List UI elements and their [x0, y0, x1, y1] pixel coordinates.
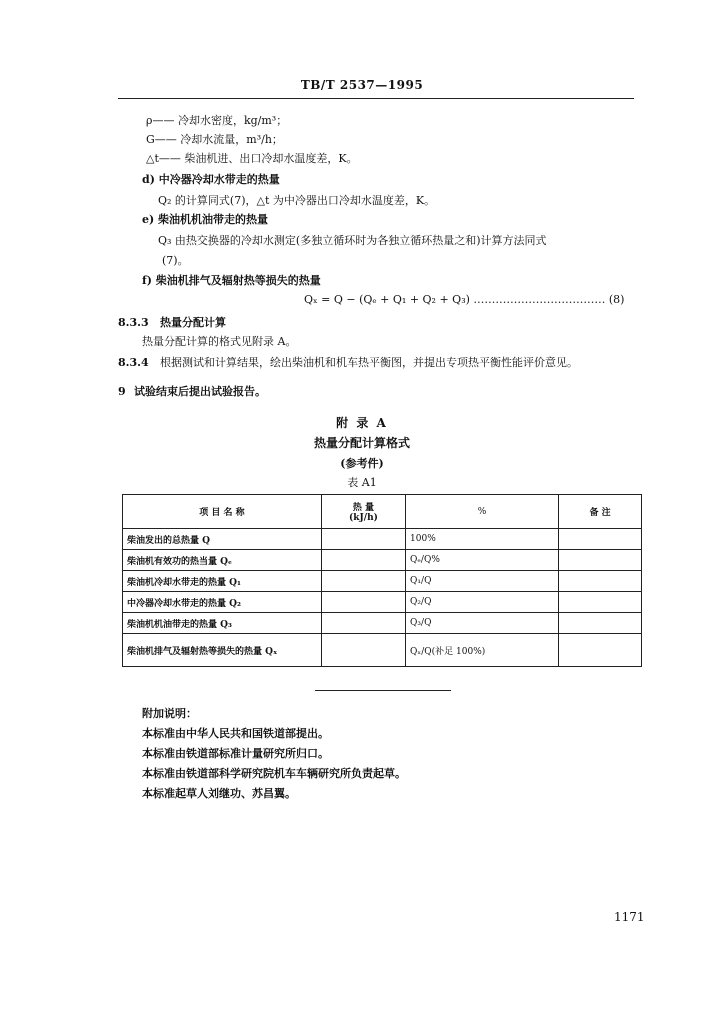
- section-833-title: 热量分配计算: [160, 316, 226, 329]
- formula-8: Qₓ = Q − (Qₑ + Q₁ + Q₂ + Q₃) ……………………………… (8): [304, 293, 625, 306]
- table-row: [123, 613, 642, 634]
- row-remark: [559, 550, 642, 571]
- table-header-row: [123, 495, 642, 529]
- table-row: [123, 550, 642, 571]
- notes-title: 附加说明：: [142, 707, 197, 720]
- row-name: 柴油机机油带走的热量 Q₃: [123, 613, 322, 634]
- row-remark: [559, 529, 642, 550]
- item-d-text: Q₂ 的计算同式(7)，△t 为中冷器出口冷却水温度差，K。: [158, 194, 436, 207]
- table-row: [123, 634, 642, 667]
- item-e-title: e) 柴油机机油带走的热量: [142, 213, 269, 226]
- row-remark: [559, 592, 642, 613]
- row-percent: Qₑ/Q%: [406, 550, 559, 571]
- item-d-title: d) 中冷器冷却水带走的热量: [142, 173, 280, 186]
- section-divider: [315, 690, 451, 691]
- appendix-subtitle: 热量分配计算格式: [313, 436, 410, 450]
- row-remark: [559, 571, 642, 592]
- section-9-text: 试验结束后提出试验报告。: [134, 385, 266, 398]
- col-percent-header: %: [406, 495, 559, 529]
- table-row: [123, 571, 642, 592]
- row-percent: Qₓ/Q(补足 100%): [406, 634, 559, 667]
- page-number: 1171: [614, 910, 645, 924]
- col-item-header: 项 目 名 称: [123, 495, 322, 529]
- row-name: 柴油机冷却水带走的热量 Q₁: [123, 571, 322, 592]
- row-percent: Q₁/Q: [406, 571, 559, 592]
- row-heat: [321, 571, 405, 592]
- row-heat: [321, 613, 405, 634]
- appendix-title: 附 录 A: [336, 416, 388, 430]
- item-e-text-2: (7)。: [162, 254, 189, 267]
- row-name: 中冷器冷却水带走的热量 Q₂: [123, 592, 322, 613]
- item-f-title: f) 柴油机排气及辐射热等损失的热量: [142, 274, 321, 287]
- section-9-number: 9: [118, 385, 126, 398]
- section-833-number: 8.3.3: [118, 316, 149, 329]
- row-heat: [321, 592, 405, 613]
- table-row: [123, 592, 642, 613]
- col-remark-header: 备 注: [559, 495, 642, 529]
- row-percent: Q₂/Q: [406, 592, 559, 613]
- notes-line-3: 本标准由铁道部科学研究院机车车辆研究所负责起草。: [142, 767, 406, 780]
- def-rho: ρ—— 冷却水密度，kg/m³；: [146, 114, 288, 127]
- heat-distribution-table: [122, 494, 642, 667]
- row-percent: 100%: [406, 529, 559, 550]
- table-row: [123, 529, 642, 550]
- col-heat-header-line1: 热 量: [352, 503, 375, 513]
- appendix-note: (参考件): [340, 457, 384, 470]
- notes-line-1: 本标准由中华人民共和国铁道部提出。: [142, 727, 329, 740]
- section-833-text: 热量分配计算的格式见附录 A。: [142, 335, 297, 348]
- row-name: 柴油发出的总热量 Q: [123, 529, 322, 550]
- document-header: TB/T 2537—1995: [300, 78, 424, 92]
- row-heat: [321, 550, 405, 571]
- row-name: 柴油机有效功的热当量 Qₑ: [123, 550, 322, 571]
- section-834-text: 根据测试和计算结果，绘出柴油机和机车热平衡图，并提出专项热平衡性能评价意见。: [160, 356, 578, 369]
- notes-line-4: 本标准起草人刘继功、苏昌翼。: [142, 787, 296, 800]
- col-heat-header: [321, 495, 405, 529]
- col-heat-header-line2: (kJ/h): [349, 513, 378, 523]
- row-heat: [321, 634, 405, 667]
- item-e-text-1: Q₃ 由热交换器的冷却水测定(多独立循环时为各独立循环热量之和)计算方法同式: [158, 234, 547, 247]
- row-percent: Q₃/Q: [406, 613, 559, 634]
- def-delta-t: △t—— 柴油机进、出口冷却水温度差，K。: [146, 152, 358, 165]
- header-rule: [118, 98, 634, 99]
- row-heat: [321, 529, 405, 550]
- def-g: G—— 冷却水流量，m³/h；: [146, 133, 283, 146]
- row-remark: [559, 613, 642, 634]
- row-remark: [559, 634, 642, 667]
- table-label: 表 A1: [347, 476, 377, 489]
- notes-line-2: 本标准由铁道部标准计量研究所归口。: [142, 747, 329, 760]
- row-name: 柴油机排气及辐射热等损失的热量 Qₓ: [123, 634, 322, 667]
- section-834-number: 8.3.4: [118, 356, 149, 369]
